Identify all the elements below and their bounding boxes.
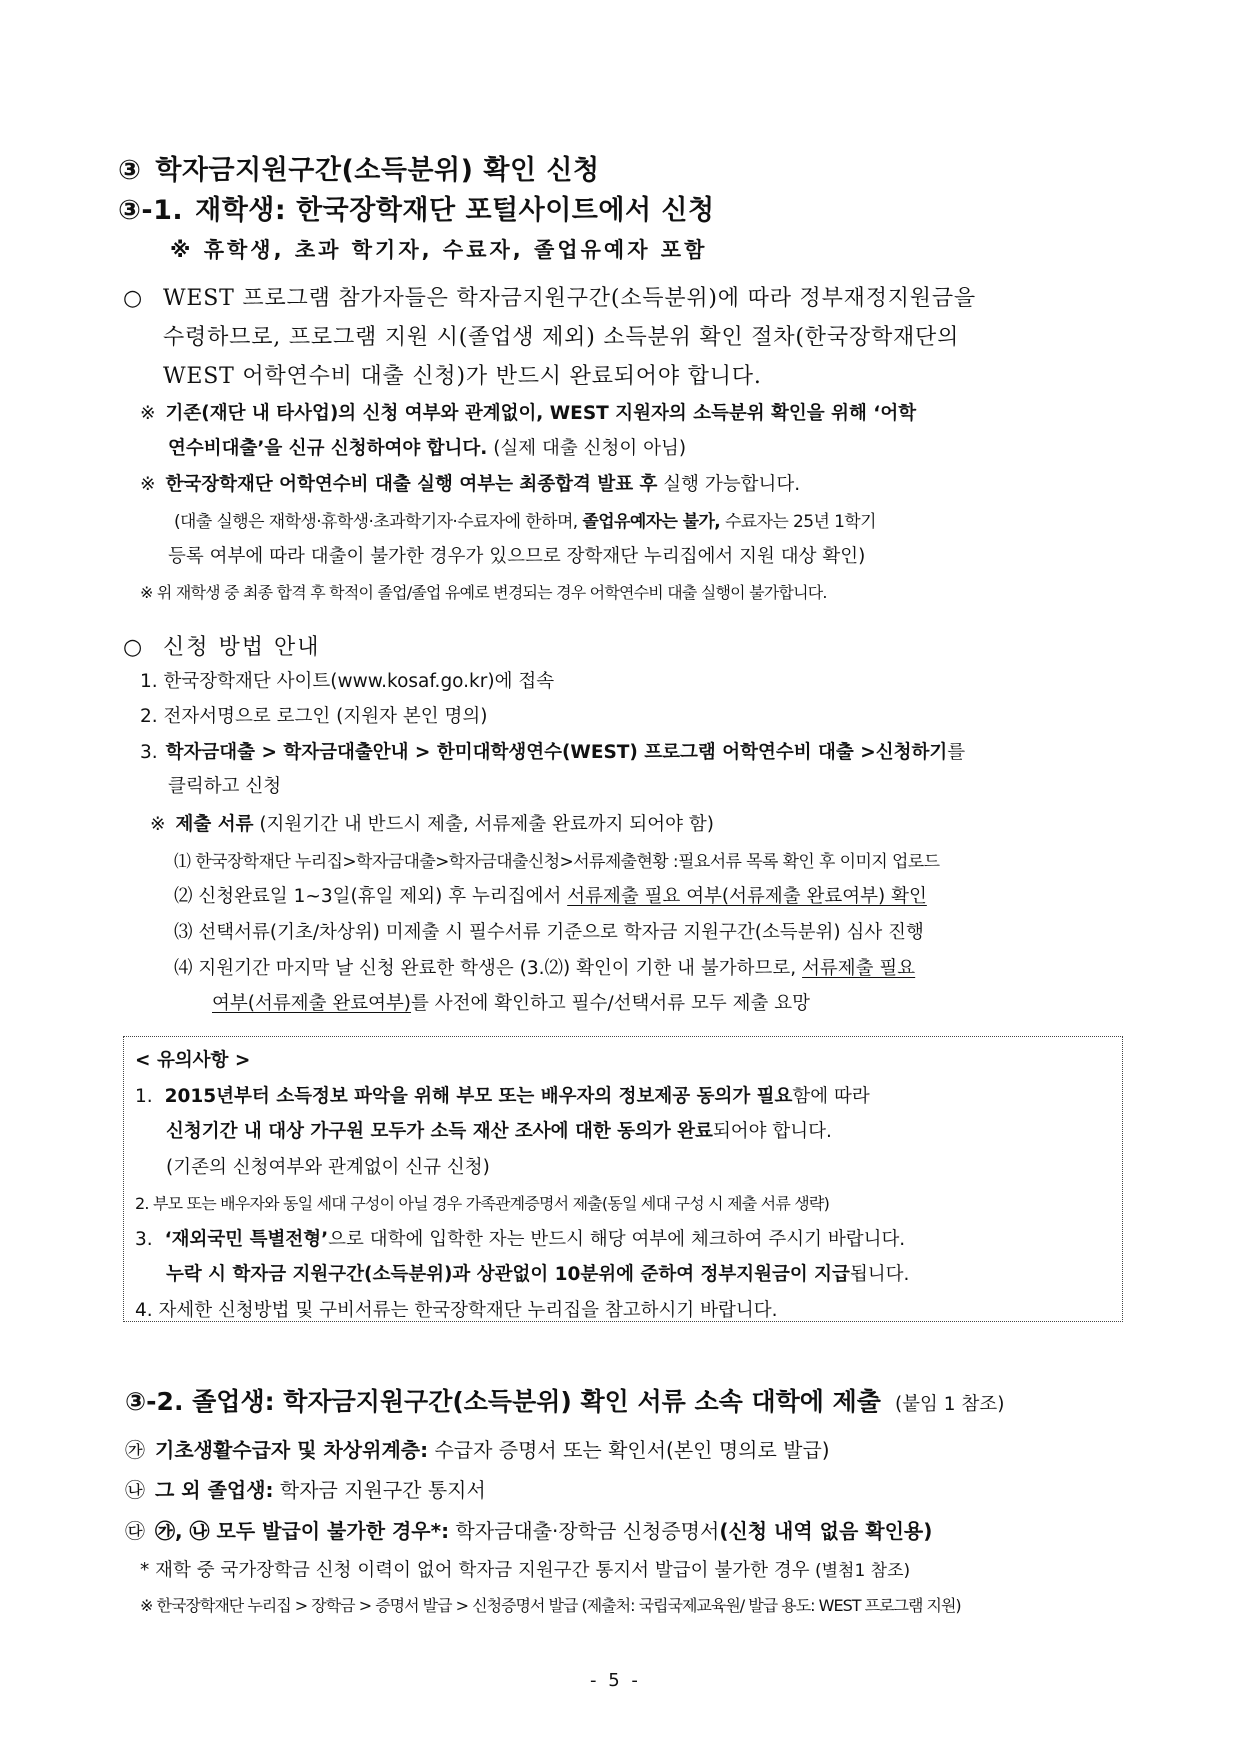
note-mark: ※ [140, 403, 156, 424]
caution-number: 1. [135, 1086, 153, 1107]
note-plain: 실행 가능합니다. [657, 474, 801, 495]
subsection-ref: (붙임 1 참조) [894, 1394, 1005, 1415]
doc-item [174, 882, 927, 908]
option-plain: 학자금대출·장학금 신청증명서 [449, 1519, 720, 1543]
option-plain: 수급자 증명서 또는 확인서(본인 명의로 발급) [428, 1438, 830, 1462]
doc-plain: ⑷ 지원기간 마지막 날 신청 완료한 학생은 (3.⑵) 확인이 기한 내 불가하므로, [174, 958, 803, 979]
subsection-title [118, 188, 715, 227]
note-plain: (대출 실행은 재학생·휴학생·초과학기자·수료자에 한하며, [174, 512, 583, 532]
step-bold: 학자금대출 > 학자금대출안내 > 한미대학생연수(WEST) 프로그램 어학연수비 대출 >신청하기 [165, 742, 948, 763]
docs-bold: 제출 서류 [175, 814, 254, 835]
section-number: ③ [118, 155, 142, 186]
doc-option [125, 1434, 830, 1463]
footnote [140, 1556, 910, 1582]
caution-bold: 신청기간 내 대상 가구원 모두가 소득 재산 조사에 대한 동의가 완료 [166, 1121, 713, 1142]
caution-heading: < 유의사항 > [135, 1050, 251, 1071]
method-step [140, 738, 965, 764]
footnote-ref: (별첨1 참조) [809, 1561, 911, 1581]
subsection-title-text: 재학생: 한국장학재단 포털사이트에서 신청 [195, 195, 715, 226]
caution-item: 2. 부모 또는 배우자와 동일 세대 구성이 아닐 경우 가족관계증명서 제출(동일 세대 구성 시 제출 서류 생략) [135, 1194, 830, 1213]
caution-item [166, 1117, 832, 1143]
option-bold: ㉮, ㉯ 모두 발급이 불가한 경우*: [155, 1519, 450, 1543]
note-line: 등록 여부에 따라 대출이 불가한 경우가 있으므로 장학재단 누리집에서 지원 대상 확인) [168, 546, 866, 567]
caution-item [135, 1225, 905, 1251]
paragraph-text: WEST 프로그램 참가자들은 학자금지원구간(소득분위)에 따라 정부재정지원금을 [163, 286, 976, 311]
caution-item: (기존의 신청여부와 관계없이 신규 신청) [166, 1157, 490, 1178]
step-number: 3. [140, 742, 158, 763]
subsection-note: ※ 휴학생, 초과 학기자, 수료자, 졸업유예자 포함 [170, 238, 708, 262]
note-mark: ※ [150, 814, 166, 835]
caution-plain: 으로 대학에 입학한 자는 반드시 해당 여부에 체크하여 주시기 바랍니다. [328, 1229, 906, 1250]
doc-item [212, 989, 810, 1015]
note-bold: 기존(재단 내 타사업)의 신청 여부와 관계없이, WEST 지원자의 소득분위 확인을 위해 ‘어학 [165, 403, 917, 424]
doc-item: ⑴ 한국장학재단 누리집>학자금대출>학자금대출신청>서류제출현황 :필요서류 목록 확인 후 이미지 업로드 [174, 852, 940, 872]
doc-underlined: 여부(서류제출 완료여부) [212, 993, 412, 1014]
method-heading [123, 630, 321, 661]
method-heading-text: 신청 방법 안내 [163, 635, 321, 660]
note-bold: 한국장학재단 어학연수비 대출 실행 여부는 최종합격 발표 후 [165, 474, 658, 495]
option-mark: ㉮ [125, 1438, 145, 1462]
method-step: 2. 전자서명으로 로그인 (지원자 본인 명의) [140, 706, 488, 727]
caution-item [166, 1260, 909, 1286]
option-bold: (신청 내역 없음 확인용) [719, 1519, 933, 1543]
note-line [174, 507, 876, 532]
note-plain: (실제 대출 신청이 아님) [487, 438, 687, 459]
doc-item: ⑶ 선택서류(기초/차상위) 미제출 시 필수서류 기준으로 학자금 지원구간(소득분위) 심사 진행 [174, 922, 924, 943]
option-plain: 학자금 지원구간 통지서 [273, 1478, 486, 1502]
option-mark: ㉯ [125, 1478, 145, 1502]
footnote: ※ 한국장학재단 누리집 > 장학금 > 증명서 발급 > 신청증명서 발급 (제출처: 국립국제교육원/ 발급 용도: WEST 프로그램 지원) [140, 1596, 961, 1615]
doc-plain: 를 사전에 확인하고 필수/선택서류 모두 제출 요망 [411, 993, 810, 1014]
caution-bold: 누락 시 학자금 지원구간(소득분위)과 상관없이 10분위에 준하여 정부지원금이 지급 [166, 1264, 850, 1285]
caution-plain: 되어야 합니다. [712, 1121, 832, 1142]
note-line [168, 434, 686, 460]
caution-bold: 2015년부터 소득정보 파악을 위해 부모 또는 배우자의 정보제공 동의가 필요 [164, 1086, 793, 1107]
caution-number: 3. [135, 1229, 153, 1250]
step-plain: 를 [947, 742, 966, 763]
doc-item [174, 954, 915, 980]
method-step: 클릭하고 신청 [168, 776, 282, 797]
note-bold: 연수비대출’을 신규 신청하여야 합니다. [168, 438, 488, 459]
doc-plain: ⑵ 신청완료일 1~3일(휴일 제외) 후 누리집에서 [174, 886, 568, 907]
caution-item: 4. 자세한 신청방법 및 구비서류는 한국장학재단 누리집을 참고하시기 바랍니다. [135, 1300, 778, 1321]
section-title [118, 148, 600, 187]
docs-plain: (지원기간 내 반드시 제출, 서류제출 완료까지 되어야 함) [253, 814, 714, 835]
subsection-title-text: ③-2. 졸업생: 학자금지원구간(소득분위) 확인 서류 소속 대학에 제출 [125, 1387, 881, 1416]
paragraph-line: WEST 어학연수비 대출 신청)가 반드시 완료되어야 합니다. [163, 364, 762, 389]
caution-item [135, 1082, 870, 1108]
page-number: - 5 - [590, 1670, 641, 1691]
caution-plain: 함에 따라 [792, 1086, 870, 1107]
doc-underlined: 서류제출 필요 [802, 958, 916, 979]
doc-option [125, 1515, 932, 1544]
caution-plain: 됩니다. [849, 1264, 910, 1285]
note-line: ※ 위 재학생 중 최종 합격 후 학적이 졸업/졸업 유예로 변경되는 경우 어학연수비 대출 실행이 불가합니다. [140, 583, 827, 602]
note-plain: 수료자는 25년 1학기 [720, 512, 876, 532]
bullet: ○ [123, 635, 145, 660]
subsection-number: ③-1. [118, 195, 184, 226]
caution-bold: ‘재외국민 특별전형’ [164, 1229, 329, 1250]
note-line [140, 399, 916, 425]
doc-underlined: 서류제출 필요 여부(서류제출 완료여부) 확인 [567, 886, 927, 907]
note-bold: 졸업유예자는 불가, [582, 512, 721, 532]
bullet: ○ [123, 286, 143, 311]
footnote-text: * 재학 중 국가장학금 신청 이력이 없어 학자금 지원구간 통지서 발급이 불가한 경우 [140, 1560, 810, 1581]
subsection-title [125, 1382, 1004, 1418]
paragraph-line [123, 281, 976, 312]
note-mark: ※ [140, 474, 156, 495]
doc-option [125, 1474, 486, 1503]
section-title-text: 학자금지원구간(소득분위) 확인 신청 [155, 155, 600, 186]
method-step: 1. 한국장학재단 사이트(www.kosaf.go.kr)에 접속 [140, 671, 555, 692]
option-bold: 기초생활수급자 및 차상위계층: [155, 1438, 429, 1462]
option-bold: 그 외 졸업생: [155, 1478, 274, 1502]
note-line [140, 470, 800, 496]
option-mark: ㉰ [125, 1519, 145, 1543]
docs-heading [150, 810, 714, 836]
paragraph-line: 수령하므로, 프로그램 지원 시(졸업생 제외) 소득분위 확인 절차(한국장학재단의 [163, 325, 960, 350]
